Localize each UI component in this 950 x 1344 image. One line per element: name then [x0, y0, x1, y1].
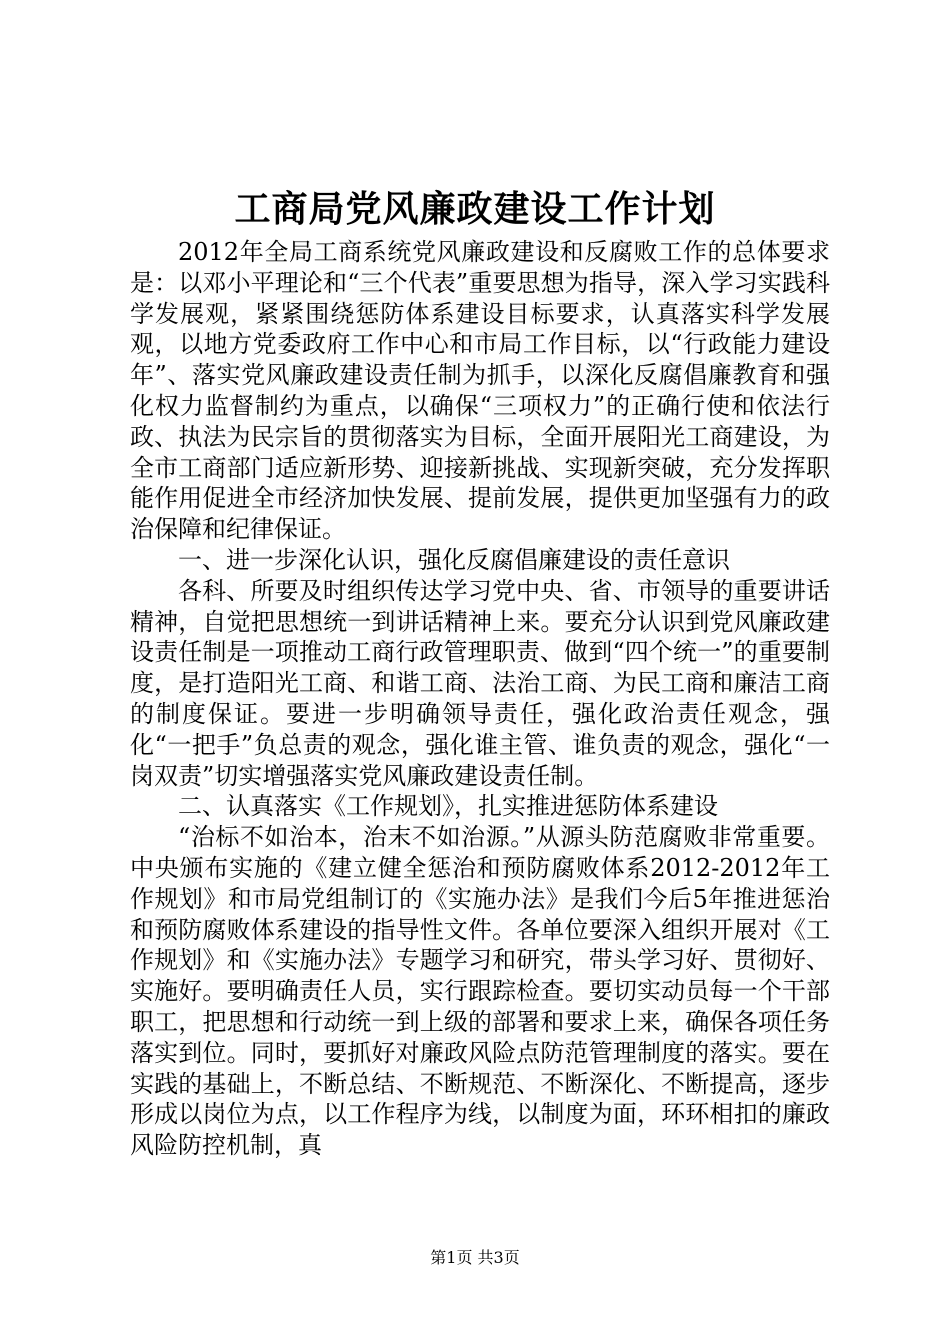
section-1-paragraph: 各科、所要及时组织传达学习党中央、省、市领导的重要讲话精神，自觉把思想统一到讲话精神上来。要充分认识到党风廉政建设责任制是一项推动工商行政管理职责、做到“四个统一”的重要制度，是打造阳光工商、和谐工商、法治工商、为民工商和廉洁工商的制度保证。要进一步明确领导责任，强化政治责任观念，强化“一把手”负总责的观念，强化谁主管、谁负责的观念，强化“一岗双责”切实增强落实党风廉政建设责任制。 — [130, 576, 830, 790]
document-body — [130, 237, 830, 1161]
intro-paragraph: 2012年全局工商系统党风廉政建设和反腐败工作的总体要求是：以邓小平理论和“三个代表”重要思想为指导，深入学习实践科学发展观，紧紧围绕惩防体系建设目标要求，认真落实科学发展观，以地方党委政府工作中心和市局工作目标，以“行政能力建设年”、落实党风廉政建设责任制为抓手，以深化反腐倡廉教育和强化权力监督制约为重点，以确保“三项权力”的正确行使和依法行政、执法为民宗旨的贯彻落实为目标，全面开展阳光工商建设，为全市工商部门适应新形势、迎接新挑战、实现新突破，充分发挥职能作用促进全市经济加快发展、提前发展，提供更加坚强有力的政治保障和纪律保证。 — [130, 238, 830, 544]
section-heading-1: 一、进一步深化认识，强化反腐倡廉建设的责任意识 — [178, 545, 730, 574]
page-number-footer: 第1页 共3页 — [430, 1248, 520, 1267]
section-heading-2: 二、认真落实《工作规划》，扎实推进惩防体系建设 — [178, 792, 718, 821]
section-2-paragraph: “治标不如治本，治末不如治源。”从源头防范腐败非常重要。中央颁布实施的《建立健全惩治和预防腐败体系2012-2012年工作规划》和市局党组制订的《实施办法》是我们今后5年推进惩治和预防腐败体系建设的指导性文件。各单位要深入组织开展对《工作规划》和《实施办法》专题学习和研究，带头学习好、贯彻好、实施好。要明确责任人员，实行跟踪检查。要切实动员每一个干部职工，把思想和行动统一到上级的部署和要求上来，确保各项任务落实到位。同时，要抓好对廉政风险点防范管理制度的落实。要在实践的基础上，不断总结、不断规范、不断深化、不断提高，逐步形成以岗位为点，以工作程序为线，以制度为面，环环相扣的廉政风险防控机制，真 — [130, 823, 830, 1160]
document-title: 工商局党风廉政建设工作计划 — [234, 188, 716, 230]
